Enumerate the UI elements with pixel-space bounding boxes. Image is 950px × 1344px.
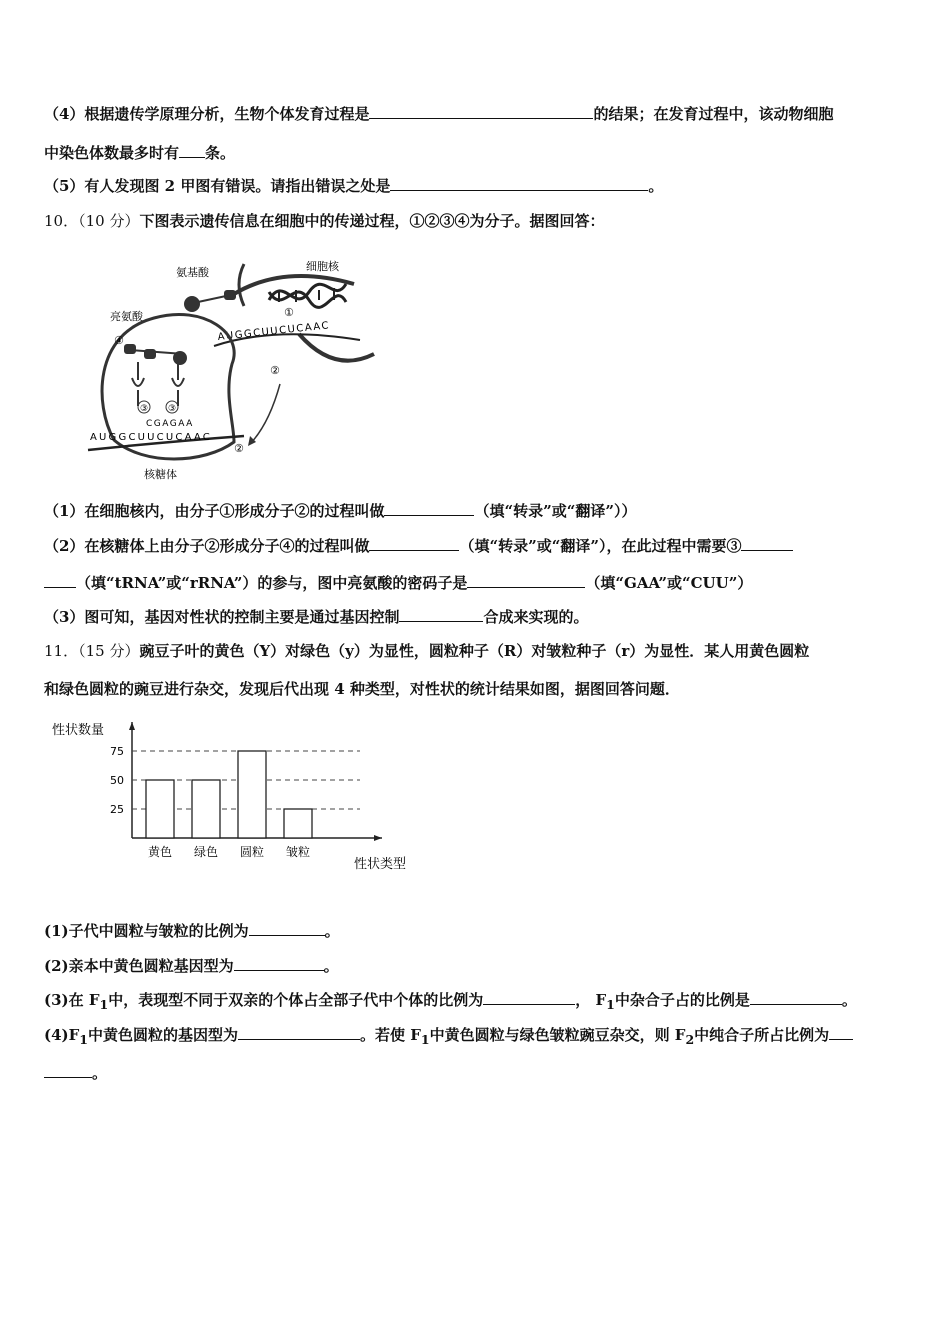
q11-stem-line2 bbox=[44, 678, 910, 699]
chart-bar bbox=[238, 751, 266, 838]
q9-part4-text: （4）根据遗传学原理分析，生物个体发育过程是 bbox=[44, 105, 370, 123]
q9-part4-text3: 中染色体数最多时有 bbox=[44, 144, 180, 162]
q11-part3-end: 。 bbox=[841, 991, 857, 1009]
q9-part4-line1 bbox=[44, 103, 910, 124]
q11-part4-text4: 中黄色圆粒与绿色皱粒豌豆杂交，则 F bbox=[429, 1026, 686, 1044]
dna-helix-icon bbox=[269, 284, 346, 307]
q11-part3-sub2: 1 bbox=[606, 997, 615, 1012]
q11-part4-blank1[interactable] bbox=[238, 1025, 360, 1040]
q10-part2-text: （2）在核糖体上由分子②形成分子④的过程叫做 bbox=[44, 537, 370, 555]
q11-part3-sub1: 1 bbox=[99, 997, 109, 1012]
q11-part3-text4: 中杂合子占的比例是 bbox=[614, 991, 750, 1009]
q9-part5-end: 。 bbox=[648, 177, 664, 195]
q10-part1-hint: （填“转录”或“翻译”）） bbox=[474, 502, 637, 520]
q9-part4-text4: 条。 bbox=[205, 144, 236, 162]
q11-number: 11．（15 分） bbox=[44, 642, 140, 660]
trait-bar-chart bbox=[48, 716, 420, 876]
gene-expression-figure bbox=[84, 254, 384, 486]
q10-part3-end: 合成来实现的。 bbox=[483, 608, 589, 626]
q11-part4-line2 bbox=[44, 1062, 910, 1083]
q10-part2-text2: （填“tRNA”或“rRNA”）的参与，图中亮氨酸的密码子是 bbox=[76, 574, 468, 592]
q10-part1-line bbox=[44, 500, 910, 521]
label-molecule-1: ① bbox=[284, 306, 294, 319]
q10-part1-blank[interactable] bbox=[384, 501, 474, 516]
label-molecule-2-bottom: ② bbox=[234, 442, 244, 455]
q10-number: 10．（10 分） bbox=[44, 212, 140, 230]
q10-part2-hint: （填“转录”或“翻译”），在此过程中需要③ bbox=[459, 537, 742, 555]
q9-part4-blank2[interactable] bbox=[179, 143, 205, 158]
q11-part4-text3: 。若使 F bbox=[360, 1026, 421, 1044]
q10-stem bbox=[44, 210, 910, 231]
q11-part4-sub1: 1 bbox=[79, 1032, 88, 1047]
mrna-sequence-bottom: AUGGCUUCUCAAC bbox=[90, 432, 212, 443]
q11-stem-line1 bbox=[44, 640, 910, 661]
q11-part4-text2: 中黄色圆粒的基因型为 bbox=[87, 1026, 238, 1044]
chart-bar bbox=[146, 780, 174, 838]
q10-part2-blank1[interactable] bbox=[369, 536, 459, 551]
q10-part2-line1 bbox=[44, 535, 910, 556]
nuclear-membrane-right bbox=[299, 334, 374, 361]
q10-part2-blank2a[interactable] bbox=[741, 536, 793, 551]
mrna-sequence-top: AUGGCUUCUCAAC bbox=[217, 320, 331, 343]
chart-bar bbox=[284, 809, 312, 838]
q11-part4-end: 。 bbox=[92, 1064, 108, 1082]
chart-category-label: 皱粒 bbox=[285, 845, 311, 859]
q11-part2-line bbox=[44, 955, 910, 976]
chart-y-label: 性状数量 bbox=[52, 723, 105, 738]
chart-x-axis-arrow bbox=[374, 835, 382, 841]
label-leucine: 亮氨酸 bbox=[110, 310, 143, 323]
q11-part4-text: (4)F bbox=[44, 1026, 80, 1044]
q11-part4-line1 bbox=[44, 1024, 910, 1047]
q11-stem-text1: 豌豆子叶的黄色（Y）对绿色（y）为显性，圆粒种子（R）对皱粒种子（r）为显性．某人用黄色圆粒 bbox=[139, 642, 810, 660]
peptide-chain bbox=[124, 344, 187, 365]
q10-part2-line2 bbox=[44, 572, 910, 593]
q11-part4-blank2b[interactable] bbox=[44, 1063, 92, 1078]
q11-part2-text: (2)亲本中黄色圆粒基因型为 bbox=[44, 957, 234, 975]
chart-category-label: 圆粒 bbox=[239, 845, 265, 859]
q11-part4-sub2: 1 bbox=[420, 1032, 430, 1047]
anticodon-sequence: CGAGAA bbox=[146, 419, 194, 429]
chart-x-label: 性状类型 bbox=[354, 857, 407, 872]
label-nucleus: 细胞核 bbox=[306, 260, 339, 273]
q11-part1-end: 。 bbox=[324, 922, 340, 940]
transport-arrow bbox=[250, 384, 280, 444]
q11-part3-line bbox=[44, 989, 910, 1012]
q11-part3-blank2[interactable] bbox=[750, 990, 842, 1005]
amino-acid-icon bbox=[184, 296, 200, 312]
q10-part3-blank[interactable] bbox=[399, 607, 483, 622]
q11-part1-blank[interactable] bbox=[249, 921, 325, 936]
chart-bar bbox=[192, 780, 220, 838]
chart-y-tick-label: 50 bbox=[110, 774, 124, 787]
q11-part4-sub3: 2 bbox=[685, 1032, 695, 1047]
q9-part4-line2 bbox=[44, 142, 910, 163]
label-molecule-2-top: ② bbox=[270, 364, 280, 377]
label-molecule-3a: ③ bbox=[140, 404, 149, 414]
q10-part2-hint2: （填“GAA”或“CUU”） bbox=[585, 574, 753, 592]
q10-part2-blank3[interactable] bbox=[467, 573, 585, 588]
q10-stem-text: 下图表示遗传信息在细胞中的传递过程，①②③④为分子。据图回答： bbox=[139, 212, 605, 230]
chart-y-tick-label: 25 bbox=[110, 803, 124, 816]
label-molecule-3b: ③ bbox=[168, 404, 177, 414]
trna-fragment bbox=[239, 264, 244, 306]
q9-part5-blank[interactable] bbox=[390, 176, 648, 191]
q9-part5-text: （5）有人发现图 2 甲图有错误。请指出错误之处是 bbox=[44, 177, 391, 195]
q11-part1-line bbox=[44, 920, 910, 941]
label-amino-acid: 氨基酸 bbox=[176, 266, 209, 279]
q10-part3-line bbox=[44, 606, 910, 627]
q9-part4-blank1[interactable] bbox=[369, 104, 593, 119]
label-ribosome: 核糖体 bbox=[144, 468, 177, 481]
chart-category-label: 黄色 bbox=[147, 845, 173, 859]
q11-part4-blank2a[interactable] bbox=[829, 1025, 853, 1040]
q11-part1-text: (1)子代中圆粒与皱粒的比例为 bbox=[44, 922, 249, 940]
q11-part2-blank[interactable] bbox=[234, 956, 324, 971]
q11-part4-text5: 中纯合子所占比例为 bbox=[694, 1026, 830, 1044]
q11-part3-text: (3)在 F bbox=[44, 991, 100, 1009]
q11-stem-text2: 和绿色圆粒的豌豆进行杂交，发现后代出现 4 种类型，对性状的统计结果如图，据图回答问题． bbox=[44, 680, 680, 698]
chart-y-tick-label: 75 bbox=[110, 745, 124, 758]
chart-category-label: 绿色 bbox=[193, 845, 219, 859]
q10-part2-blank2b[interactable] bbox=[44, 573, 76, 588]
chart-y-axis-arrow bbox=[129, 722, 135, 730]
q9-part4-text2: 的结果；在发育过程中，该动物细胞 bbox=[593, 105, 834, 123]
label-molecule-4: ④ bbox=[114, 334, 124, 347]
q9-part5-line bbox=[44, 175, 910, 196]
q11-part3-text2: 中，表现型不同于双亲的个体占全部子代中个体的比例为 bbox=[108, 991, 484, 1009]
q11-part3-blank1[interactable] bbox=[483, 990, 575, 1005]
q10-part3-text: （3）图可知，基因对性状的控制主要是通过基因控制 bbox=[44, 608, 400, 626]
q11-part2-end: 。 bbox=[323, 957, 339, 975]
q10-part1-text: （1）在细胞核内，由分子①形成分子②的过程叫做 bbox=[44, 502, 385, 520]
q11-part3-text3: ， F bbox=[575, 991, 607, 1009]
